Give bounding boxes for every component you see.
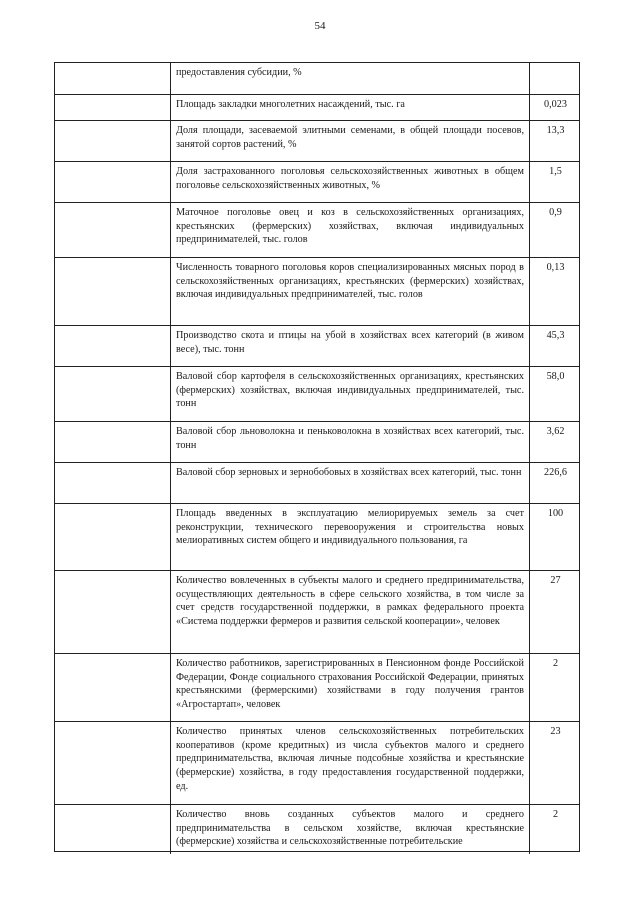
table-row <box>54 162 580 203</box>
table-row <box>54 326 580 367</box>
indicator-name: Валовой сбор льноволокна и пеньковолокна в хозяйствах всех категорий, тыс. тонн <box>171 422 530 462</box>
table-row <box>54 463 580 504</box>
indicator-name: Производство скота и птицы на убой в хозяйствах всех категорий (в живом весе), тыс. тонн <box>171 326 530 366</box>
table-cell-empty <box>55 121 171 161</box>
table-cell-empty <box>55 63 171 94</box>
indicator-name: Количество работников, зарегистрированных в Пенсионном фонде Российской Федерации, Фонде социального страхования Российской Федерации, принятых крестьянскими (фермерскими) хозяйствами в году получения грантов «Агростартап», человек <box>171 654 530 721</box>
table-row <box>54 805 580 852</box>
table-row <box>54 504 580 571</box>
table-cell-empty <box>55 367 171 421</box>
indicator-name: Количество вновь созданных субъектов малого и среднего предпринимательства в сельском хозяйстве, включая крестьянские (фермерские) хозяйства и сельскохозяйственные потребительские <box>171 805 530 854</box>
table-cell-empty <box>55 654 171 721</box>
indicator-name: Численность товарного поголовья коров специализированных мясных пород в сельскохозяйственных организациях, крестьянских (фермерских) хозяйствах, включая индивидуальных предпринимателей, тыс. голов <box>171 258 530 325</box>
table-row <box>54 422 580 463</box>
indicator-name: Площадь введенных в эксплуатацию мелиорируемых земель за счет реконструкции, технического перевооружения и строительства новых мелиоративных систем общего и индивидуального пользования, га <box>171 504 530 570</box>
indicator-name: Валовой сбор картофеля в сельскохозяйственных организациях, крестьянских (фермерских) хозяйствах, включая индивидуальных предпринимателей, тыс. тонн <box>171 367 530 421</box>
indicator-value: 23 <box>550 726 561 737</box>
indicators-table <box>54 62 580 852</box>
indicator-name: Валовой сбор зерновых и зернобобовых в хозяйствах всех категорий, тыс. тонн <box>171 463 530 503</box>
table-cell-empty <box>55 722 171 804</box>
indicator-value: 13,3 <box>546 125 565 136</box>
indicator-name: Количество принятых членов сельскохозяйственных потребительских кооперативов (кроме кредитных) из числа субъектов малого и среднего предпринимательства, включая личные подсобные хозяйства и крестьянские (фермерские) хозяйства, в году предоставления государственной поддержки, ед. <box>171 722 530 804</box>
indicator-value: 45,3 <box>546 330 565 341</box>
table-cell-empty <box>55 203 171 257</box>
indicator-name: Количество вовлеченных в субъекты малого и среднего предпринимательства, осуществляющих деятельность в сфере сельского хозяйства, в том числе за счет средств государственной поддержки, в рамках федерального проекта «Система поддержки фермеров и развития сельской кооперации», человек <box>171 571 530 653</box>
indicator-value: 58,0 <box>546 371 565 382</box>
indicator-name: Доля площади, засеваемой элитными семенами, в общей площади посевов, занятой сортов растений, % <box>171 121 530 161</box>
indicator-value: 0,9 <box>549 207 562 218</box>
indicator-value: 1,5 <box>549 166 562 177</box>
table-row <box>54 203 580 258</box>
table-cell-empty <box>55 571 171 653</box>
table-cell-empty <box>55 463 171 503</box>
table-row <box>54 571 580 654</box>
table-cell-empty <box>55 258 171 325</box>
table-cell-empty <box>55 95 171 120</box>
indicator-name: Площадь закладки многолетних насаждений, тыс. га <box>171 95 530 120</box>
table-row <box>54 62 580 95</box>
page-number: 54 <box>314 20 326 32</box>
indicator-value: 0,023 <box>544 99 567 110</box>
indicator-value <box>530 63 581 94</box>
indicator-name: Маточное поголовье овец и коз в сельскохозяйственных организациях, крестьянских (фермерских) хозяйствах, включая индивидуальных предпринимателей, тыс. голов <box>171 203 530 257</box>
table-row <box>54 722 580 805</box>
table-cell-empty <box>55 326 171 366</box>
table-row <box>54 654 580 722</box>
indicator-value: 100 <box>547 508 564 519</box>
table-row <box>54 95 580 121</box>
indicator-value: 0,13 <box>546 262 565 273</box>
indicator-value: 2 <box>552 658 559 669</box>
indicator-value: 3,62 <box>546 426 565 437</box>
table-row <box>54 258 580 326</box>
table-cell-empty <box>55 422 171 462</box>
table-cell-empty <box>55 504 171 570</box>
indicator-value: 226,6 <box>544 467 567 478</box>
table-cell-empty <box>55 805 171 854</box>
indicator-value: 2 <box>552 809 559 820</box>
indicator-name: Доля застрахованного поголовья сельскохозяйственных животных в общем поголовье сельскохозяйственных животных, % <box>171 162 530 202</box>
table-cell-empty <box>55 162 171 202</box>
table-row <box>54 121 580 162</box>
indicator-value: 27 <box>550 575 561 586</box>
table-row <box>54 367 580 422</box>
indicator-name: предоставления субсидии, % <box>171 63 530 94</box>
